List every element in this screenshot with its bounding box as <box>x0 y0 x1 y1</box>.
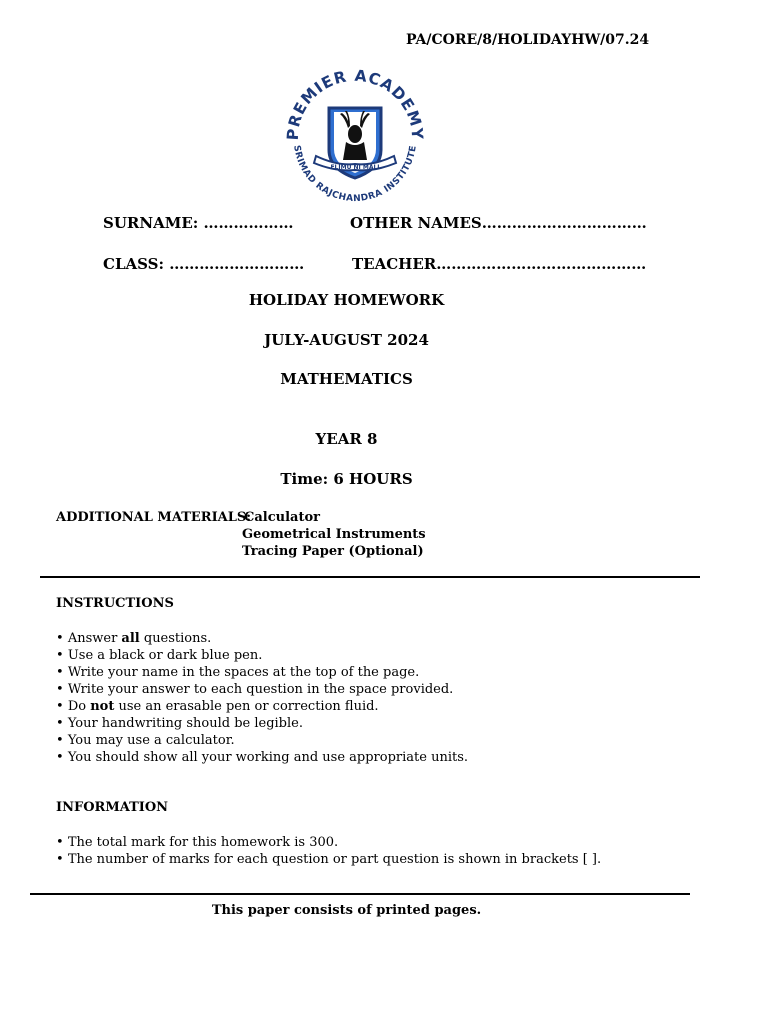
instructions-heading: INSTRUCTIONS <box>56 596 174 611</box>
school-logo <box>282 66 428 202</box>
page-count-note: This paper consists of printed pages. <box>211 903 482 918</box>
svg-text:SRIMAD RAJCHANDRA INSTITUTE: SRIMAD RAJCHANDRA INSTITUTE <box>291 144 419 202</box>
teacher-field[interactable]: TEACHER…………………………………… <box>352 255 647 273</box>
information-list <box>56 834 601 868</box>
divider <box>40 576 700 578</box>
surname-field[interactable]: SURNAME: ……………… <box>103 214 294 232</box>
svg-text:ELIMU NI MALI: ELIMU NI MALI <box>330 164 380 171</box>
time-allowed: Time: 6 HOURS <box>280 470 413 488</box>
divider <box>30 893 690 895</box>
svg-text:PREMIER ACADEMY: PREMIER ACADEMY <box>283 66 427 141</box>
list-item: • The number of marks for each question or part question is shown in brackets [ ]. <box>56 851 601 868</box>
reference-code: PA/CORE/8/HOLIDAYHW/07.24 <box>406 32 650 48</box>
list-item: • Write your name in the spaces at the top of the page. <box>56 664 468 681</box>
list-item: • You may use a calculator. <box>56 732 468 749</box>
subject-title: MATHEMATICS <box>280 370 413 388</box>
other-names-field[interactable]: OTHER NAMES…………………………… <box>350 214 647 232</box>
homework-period: JULY-AUGUST 2024 <box>264 331 429 349</box>
list-item: • The total mark for this homework is 300. <box>56 834 601 851</box>
year-title: YEAR 8 <box>315 430 378 448</box>
homework-title: HOLIDAY HOMEWORK <box>248 291 445 309</box>
list-item: • Answer all questions. <box>56 630 468 647</box>
list-item: • Write your answer to each question in the space provided. <box>56 681 468 698</box>
instructions-list <box>56 630 468 766</box>
list-item: • Your handwriting should be legible. <box>56 715 468 732</box>
material-item: Tracing Paper (Optional) <box>242 544 424 559</box>
materials-label: ADDITIONAL MATERIALS: <box>56 510 252 525</box>
stag-shield-icon <box>282 66 428 202</box>
material-item: Geometrical Instruments <box>242 527 426 542</box>
list-item: • You should show all your working and use appropriate units. <box>56 749 468 766</box>
material-item: Calculator <box>244 510 320 525</box>
information-heading: INFORMATION <box>56 800 169 815</box>
list-item: • Use a black or dark blue pen. <box>56 647 468 664</box>
class-field[interactable]: CLASS: ……………………… <box>103 255 305 273</box>
list-item: • Do not use an erasable pen or correction fluid. <box>56 698 468 715</box>
